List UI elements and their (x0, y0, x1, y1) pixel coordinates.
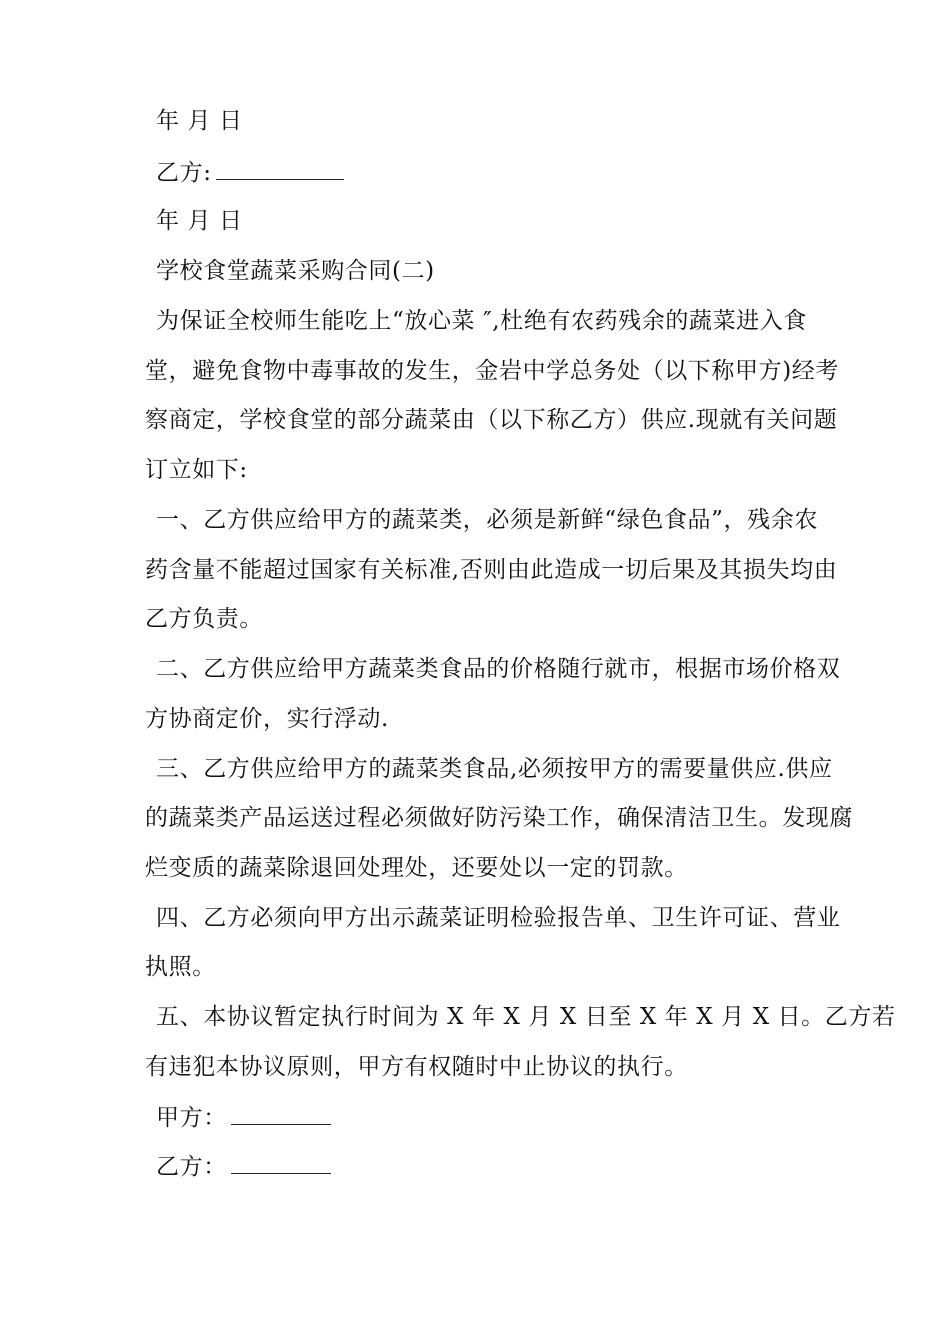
date-line (145, 106, 821, 136)
clause-2-line: 二、乙方供应给甲方蔬菜类食品的价格随行就市，根据市场价格双 (156, 656, 841, 682)
party-a-label: 甲方： (156, 1105, 227, 1131)
signature-blank (216, 157, 344, 180)
signature-blank (231, 1151, 331, 1174)
clause-1-line: 一、乙方供应给甲方的蔬菜类，必须是新鲜“绿色食品”，残余农 (156, 507, 818, 533)
clause-4-line: 四、乙方必须向甲方出示蔬菜证明检验报告单、卫生许可证、营业 (156, 905, 841, 931)
clause-1-line: 乙方负责。 (145, 606, 263, 632)
party-b-signature-line (145, 157, 821, 188)
intro-line: 为保证全校师生能吃上“放心菜 ″,杜绝有农药残余的蔬菜进入食 (156, 308, 807, 334)
clause-3-line: 的蔬菜类产品运送过程必须做好防污染工作，确保清洁卫生。发现腐 (145, 805, 853, 831)
clause-4-line: 执照。 (145, 954, 216, 980)
intro-line: 订立如下: (145, 457, 248, 483)
party-a-signature-line (145, 1102, 821, 1133)
contract-title: 学校食堂蔬菜采购合同(二) (156, 258, 435, 284)
clause-3-line: 烂变质的蔬菜除退回处理处，还要处以一定的罚款。 (145, 855, 688, 881)
clause-5-line: 五、本协议暂定执行时间为 X 年 X 月 X 日至 X 年 X 月 X 日。乙方若 (156, 1004, 896, 1030)
party-b-label: 乙方: (156, 160, 212, 186)
date-text: 年 月 日 (156, 208, 243, 234)
clause-2-line: 方协商定价，实行浮动. (145, 706, 389, 732)
signature-blank (231, 1102, 331, 1125)
clause-5-line: 有违犯本协议原则，甲方有权随时中止协议的执行。 (145, 1054, 688, 1080)
party-b-label: 乙方： (156, 1154, 227, 1180)
party-b-signature-line (145, 1151, 821, 1182)
clause-1-line: 药含量不能超过国家有关标准,否则由此造成一切后果及其损失均由 (145, 557, 838, 583)
intro-line: 察商定，学校食堂的部分蔬菜由（以下称乙方）供应.现就有关问题 (145, 407, 838, 433)
date-text: 年 月 日 (156, 108, 243, 134)
intro-line: 堂，避免食物中毒事故的发生，金岩中学总务处（以下称甲方)经考 (145, 358, 839, 384)
date-line (145, 206, 821, 236)
clause-3-line: 三、乙方供应给甲方的蔬菜类食品,必须按甲方的需要量供应.供应 (156, 756, 833, 782)
